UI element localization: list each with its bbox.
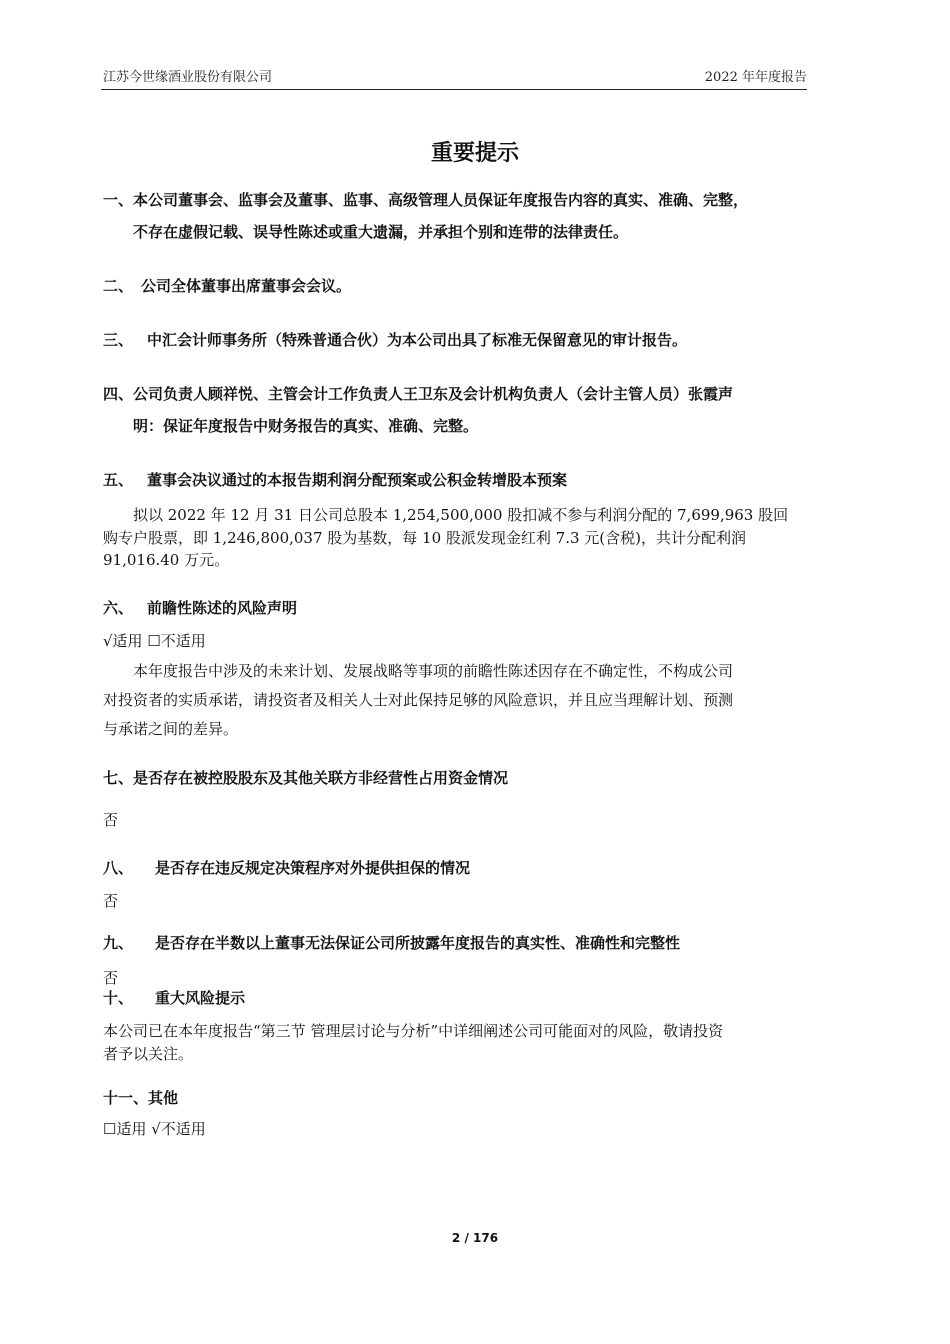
section-nine-text: 是否存在半数以上董事无法保证公司所披露年度报告的真实性、准确性和完整性	[155, 934, 681, 952]
section-ten-number: 十、	[103, 989, 134, 1007]
section-five-body-line2: 购专户股票，即 1,246,800,037 股为基数，每 10 股派发现金红利 7.3 元(含税)，共计分配利润	[103, 529, 746, 547]
section-six-applicability: √适用 ☐不适用	[103, 632, 206, 650]
section-nine-answer: 否	[103, 969, 119, 987]
section-ten-body-line1: 本公司已在本年度报告“第三节 管理层讨论与分析”中详细阐述公司可能面对的风险，敬请投资	[103, 1022, 724, 1040]
section-eight-text: 是否存在违反规定决策程序对外提供担保的情况	[155, 859, 471, 877]
section-eight	[103, 853, 809, 884]
section-one-line2: 不存在虚假记载、误导性陈述或重大遗漏，并承担个别和连带的法律责任。	[133, 223, 629, 241]
section-eleven-applicability: ☐适用 √不适用	[103, 1120, 206, 1138]
section-nine-number: 九、	[103, 934, 134, 952]
section-ten	[103, 983, 809, 1014]
section-three	[103, 325, 809, 356]
header-report-title: 2022 年年度报告	[704, 70, 807, 85]
page-title: 重要提示	[430, 141, 519, 166]
section-three-number: 三、	[103, 331, 134, 349]
section-one-line1: 本公司董事会、监事会及董事、监事、高级管理人员保证年度报告内容的真实、准确、完整，	[133, 191, 749, 209]
section-seven	[103, 763, 809, 794]
section-five-body-line3: 91,016.40 万元。	[103, 551, 230, 569]
section-seven-number: 七、	[103, 769, 134, 787]
section-four	[103, 379, 809, 410]
section-four-line1: 公司负责人顾祥悦、主管会计工作负责人王卫东及会计机构负责人（会计主管人员）张霞声	[133, 385, 734, 403]
section-six-body-line2: 对投资者的实质承诺，请投资者及相关人士对此保持足够的风险意识，并且应当理解计划、预测	[103, 691, 734, 709]
section-five-body-line1: 拟以 2022 年 12 月 31 日公司总股本 1,254,500,000 股扣减不参与利润分配的 7,699,963 股回	[133, 506, 789, 524]
section-five-number: 五、	[103, 471, 134, 489]
section-three-text: 中汇会计师事务所（特殊普通合伙）为本公司出具了标准无保留意见的审计报告。	[147, 331, 688, 349]
section-two-number: 二、	[103, 277, 134, 295]
section-two-text: 公司全体董事出席董事会会议。	[141, 277, 352, 295]
section-seven-text: 是否存在被控股股东及其他关联方非经营性占用资金情况	[133, 769, 509, 787]
section-four-line2: 明：保证年度报告中财务报告的真实、准确、完整。	[133, 417, 479, 435]
section-six-body-line1: 本年度报告中涉及的未来计划、发展战略等事项的前瞻性陈述因存在不确定性，不构成公司	[133, 662, 734, 680]
section-eight-number: 八、	[103, 859, 134, 877]
section-six	[103, 593, 809, 624]
section-eleven-text: 其他	[148, 1089, 179, 1107]
section-four-number: 四、	[103, 385, 134, 403]
section-eleven	[103, 1083, 809, 1114]
section-two	[103, 271, 809, 302]
section-nine	[103, 928, 809, 959]
section-six-number: 六、	[103, 599, 134, 617]
section-one	[103, 185, 809, 216]
header-company: 江苏今世缘酒业股份有限公司	[103, 70, 273, 85]
section-seven-answer: 否	[103, 811, 119, 829]
section-ten-body-line2: 者予以关注。	[103, 1045, 194, 1063]
header-divider	[101, 89, 807, 90]
section-six-text: 前瞻性陈述的风险声明	[147, 599, 298, 617]
section-five-text: 董事会决议通过的本报告期利润分配预案或公积金转增股本预案	[147, 471, 568, 489]
section-six-body-line3: 与承诺之间的差异。	[103, 720, 239, 738]
section-five	[103, 465, 809, 496]
section-eight-answer: 否	[103, 892, 119, 910]
section-eleven-number: 十一、	[103, 1089, 149, 1107]
section-ten-text: 重大风险提示	[155, 989, 246, 1007]
section-one-number: 一、	[103, 191, 134, 209]
page-number: 2 / 176	[451, 1231, 499, 1245]
